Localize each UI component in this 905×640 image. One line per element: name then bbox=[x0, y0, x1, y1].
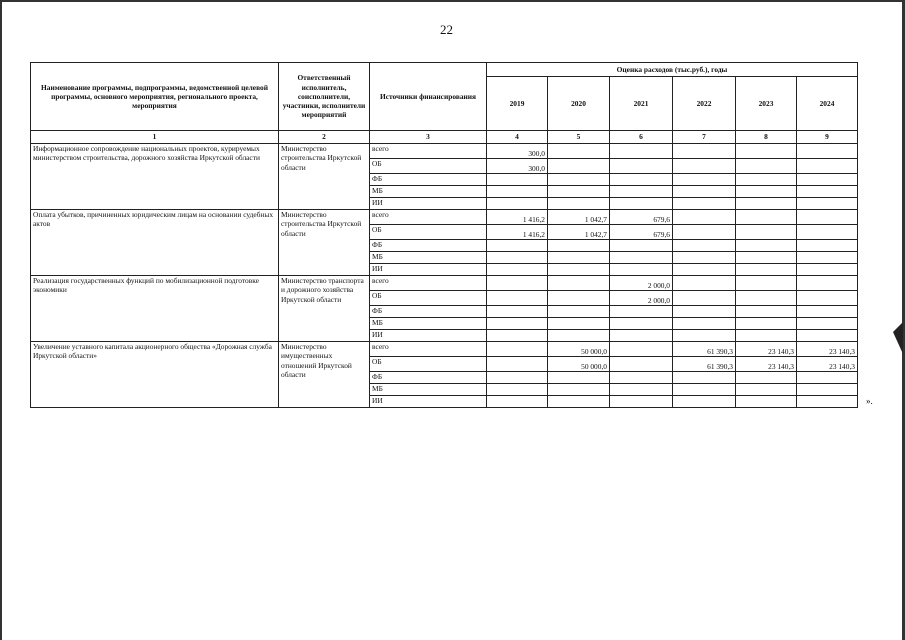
closing-quote-mark: ». bbox=[866, 396, 873, 406]
expense-value bbox=[797, 240, 858, 252]
expense-value: 61 390,3 bbox=[673, 357, 736, 372]
funding-source: ИИ bbox=[370, 198, 487, 210]
expense-value bbox=[673, 372, 736, 384]
funding-source: МБ bbox=[370, 252, 487, 264]
expense-value: 23 140,3 bbox=[797, 342, 858, 357]
table-row bbox=[31, 210, 858, 225]
header-year: 2020 bbox=[548, 77, 610, 131]
expense-value bbox=[797, 144, 858, 159]
funding-source: ФБ bbox=[370, 372, 487, 384]
expense-value bbox=[736, 276, 797, 291]
expense-value bbox=[673, 264, 736, 276]
table-row bbox=[31, 144, 858, 159]
activity-name: Информационное сопровождение национальных проектов, курируемых министерством строительства, дорожного хозяйства Иркутской области bbox=[31, 144, 279, 210]
header-estimate: Оценка расходов (тыс.руб.), годы bbox=[487, 63, 858, 77]
expense-value bbox=[797, 186, 858, 198]
expense-value bbox=[487, 342, 548, 357]
expense-value bbox=[610, 357, 673, 372]
funding-source: ФБ bbox=[370, 174, 487, 186]
expense-value bbox=[736, 210, 797, 225]
expense-value bbox=[610, 174, 673, 186]
expense-value bbox=[487, 276, 548, 291]
funding-source: ИИ bbox=[370, 396, 487, 408]
expense-value bbox=[736, 225, 797, 240]
expense-value bbox=[797, 174, 858, 186]
expense-value bbox=[736, 384, 797, 396]
expense-value: 23 140,3 bbox=[736, 357, 797, 372]
expense-value bbox=[610, 330, 673, 342]
expense-value bbox=[487, 372, 548, 384]
funding-source: МБ bbox=[370, 186, 487, 198]
header-name: Наименование программы, подпрограммы, ведомственной целевой программы, основного мероприятия, регионального проекта, мероприятия bbox=[31, 63, 279, 131]
activity-name: Оплата убытков, причиненных юридическим лицам на основании судебных актов bbox=[31, 210, 279, 276]
funding-source: МБ bbox=[370, 384, 487, 396]
header-year: 2019 bbox=[487, 77, 548, 131]
expense-value bbox=[548, 144, 610, 159]
expense-value bbox=[736, 252, 797, 264]
expense-value: 300,0 bbox=[487, 144, 548, 159]
scan-artifact-mark bbox=[893, 322, 903, 354]
expense-value bbox=[548, 174, 610, 186]
expense-value bbox=[487, 291, 548, 306]
expense-value bbox=[736, 330, 797, 342]
expense-value bbox=[673, 144, 736, 159]
expense-value bbox=[548, 276, 610, 291]
funding-source: ФБ bbox=[370, 306, 487, 318]
funding-source: всего bbox=[370, 342, 487, 357]
expense-value bbox=[797, 384, 858, 396]
responsible-executor: Министерство строительства Иркутской области bbox=[279, 144, 370, 210]
expense-value: 50 000,0 bbox=[548, 342, 610, 357]
expense-value: 1 042,7 bbox=[548, 225, 610, 240]
column-number: 8 bbox=[736, 131, 797, 144]
header-responsible: Ответственный исполнитель, соисполнители, участники, исполнители мероприятий bbox=[279, 63, 370, 131]
table-row bbox=[31, 342, 858, 357]
expense-value: 2 000,0 bbox=[610, 291, 673, 306]
column-number: 6 bbox=[610, 131, 673, 144]
expense-value bbox=[610, 306, 673, 318]
expense-value bbox=[797, 291, 858, 306]
expense-value bbox=[487, 318, 548, 330]
column-number: 4 bbox=[487, 131, 548, 144]
expense-value bbox=[797, 276, 858, 291]
expense-value bbox=[736, 144, 797, 159]
expense-value: 1 416,2 bbox=[487, 210, 548, 225]
expense-value bbox=[673, 276, 736, 291]
expense-value: 50 000,0 bbox=[548, 357, 610, 372]
expense-value bbox=[548, 198, 610, 210]
expense-value bbox=[487, 198, 548, 210]
expense-value: 1 416,2 bbox=[487, 225, 548, 240]
funding-source: ИИ bbox=[370, 264, 487, 276]
table-row bbox=[31, 276, 858, 291]
responsible-executor: Министерство транспорта и дорожного хозяйства Иркутской области bbox=[279, 276, 370, 342]
expense-value bbox=[673, 396, 736, 408]
expense-value: 23 140,3 bbox=[797, 357, 858, 372]
expense-value: 23 140,3 bbox=[736, 342, 797, 357]
activity-name: Увеличение уставного капитала акционерного общества «Дорожная служба Иркутской области» bbox=[31, 342, 279, 408]
expense-value bbox=[736, 186, 797, 198]
expense-value bbox=[673, 252, 736, 264]
funding-source: ОБ bbox=[370, 159, 487, 174]
expense-value bbox=[610, 186, 673, 198]
expense-value bbox=[487, 384, 548, 396]
expense-value bbox=[736, 372, 797, 384]
expense-value bbox=[736, 159, 797, 174]
expense-value bbox=[610, 144, 673, 159]
expense-value bbox=[548, 240, 610, 252]
expense-value bbox=[610, 396, 673, 408]
funding-source: всего bbox=[370, 276, 487, 291]
expense-value bbox=[673, 384, 736, 396]
expense-value bbox=[673, 159, 736, 174]
expense-value bbox=[548, 372, 610, 384]
expense-value bbox=[797, 225, 858, 240]
expense-value bbox=[610, 342, 673, 357]
expense-value bbox=[797, 396, 858, 408]
expense-value bbox=[673, 186, 736, 198]
expense-value bbox=[797, 306, 858, 318]
scan-top-edge bbox=[0, 0, 905, 2]
column-number: 5 bbox=[548, 131, 610, 144]
expense-value bbox=[673, 210, 736, 225]
column-number: 3 bbox=[370, 131, 487, 144]
expense-value bbox=[673, 291, 736, 306]
responsible-executor: Министерство строительства Иркутской области bbox=[279, 210, 370, 276]
expense-value bbox=[736, 174, 797, 186]
expense-value: 679,6 bbox=[610, 210, 673, 225]
funding-source: ОБ bbox=[370, 225, 487, 240]
expense-value bbox=[736, 291, 797, 306]
expense-value bbox=[673, 240, 736, 252]
expense-value bbox=[797, 252, 858, 264]
column-number: 1 bbox=[31, 131, 279, 144]
expense-value bbox=[548, 384, 610, 396]
expense-value bbox=[487, 357, 548, 372]
funding-source: ОБ bbox=[370, 291, 487, 306]
expense-value bbox=[736, 396, 797, 408]
expense-value bbox=[673, 318, 736, 330]
expense-value bbox=[610, 264, 673, 276]
expense-value bbox=[548, 306, 610, 318]
expense-value bbox=[797, 264, 858, 276]
expense-value bbox=[610, 252, 673, 264]
expense-value bbox=[797, 198, 858, 210]
expense-value bbox=[487, 252, 548, 264]
header-sources: Источники финансирования bbox=[370, 63, 487, 131]
responsible-executor: Министерство имущественных отношений Иркутской области bbox=[279, 342, 370, 408]
expense-value bbox=[736, 318, 797, 330]
expense-value bbox=[610, 198, 673, 210]
header-year: 2024 bbox=[797, 77, 858, 131]
expense-value bbox=[487, 174, 548, 186]
expense-value bbox=[797, 210, 858, 225]
expense-value bbox=[487, 264, 548, 276]
expense-value bbox=[673, 198, 736, 210]
expense-value bbox=[610, 318, 673, 330]
expense-value: 2 000,0 bbox=[610, 276, 673, 291]
column-number: 7 bbox=[673, 131, 736, 144]
expense-value bbox=[548, 396, 610, 408]
expense-value bbox=[797, 330, 858, 342]
expense-value bbox=[736, 306, 797, 318]
funding-source: всего bbox=[370, 210, 487, 225]
expense-value bbox=[487, 306, 548, 318]
scan-left-edge bbox=[0, 0, 2, 640]
funding-source: МБ bbox=[370, 318, 487, 330]
expense-value bbox=[548, 186, 610, 198]
header-year: 2023 bbox=[736, 77, 797, 131]
expense-value bbox=[673, 306, 736, 318]
header-year: 2021 bbox=[610, 77, 673, 131]
expense-value bbox=[610, 159, 673, 174]
expense-value bbox=[548, 252, 610, 264]
column-number: 9 bbox=[797, 131, 858, 144]
funding-source: ИИ bbox=[370, 330, 487, 342]
expense-value bbox=[487, 396, 548, 408]
expense-value: 1 042,7 bbox=[548, 210, 610, 225]
expense-value bbox=[548, 159, 610, 174]
activity-name: Реализация государственных функций по мобилизационной подготовке экономики bbox=[31, 276, 279, 342]
expense-value bbox=[797, 318, 858, 330]
expense-value bbox=[487, 186, 548, 198]
expense-value bbox=[673, 174, 736, 186]
expense-value bbox=[736, 264, 797, 276]
header-year: 2022 bbox=[673, 77, 736, 131]
expense-value bbox=[548, 330, 610, 342]
expense-value bbox=[610, 372, 673, 384]
expense-value bbox=[548, 264, 610, 276]
expense-value bbox=[610, 240, 673, 252]
expense-value bbox=[673, 330, 736, 342]
expense-value: 300,0 bbox=[487, 159, 548, 174]
expense-value bbox=[548, 291, 610, 306]
expense-value: 679,6 bbox=[610, 225, 673, 240]
expense-value bbox=[487, 330, 548, 342]
expense-value: 61 390,3 bbox=[673, 342, 736, 357]
funding-source: ОБ bbox=[370, 357, 487, 372]
column-number: 2 bbox=[279, 131, 370, 144]
funding-source: ФБ bbox=[370, 240, 487, 252]
expense-value bbox=[797, 159, 858, 174]
budget-table bbox=[30, 62, 858, 408]
expense-value bbox=[487, 240, 548, 252]
funding-source: всего bbox=[370, 144, 487, 159]
expense-value bbox=[736, 240, 797, 252]
expense-value bbox=[548, 318, 610, 330]
expense-value bbox=[610, 384, 673, 396]
page-number: 22 bbox=[440, 22, 453, 37]
expense-value bbox=[736, 198, 797, 210]
expense-value bbox=[673, 225, 736, 240]
expense-value bbox=[797, 372, 858, 384]
